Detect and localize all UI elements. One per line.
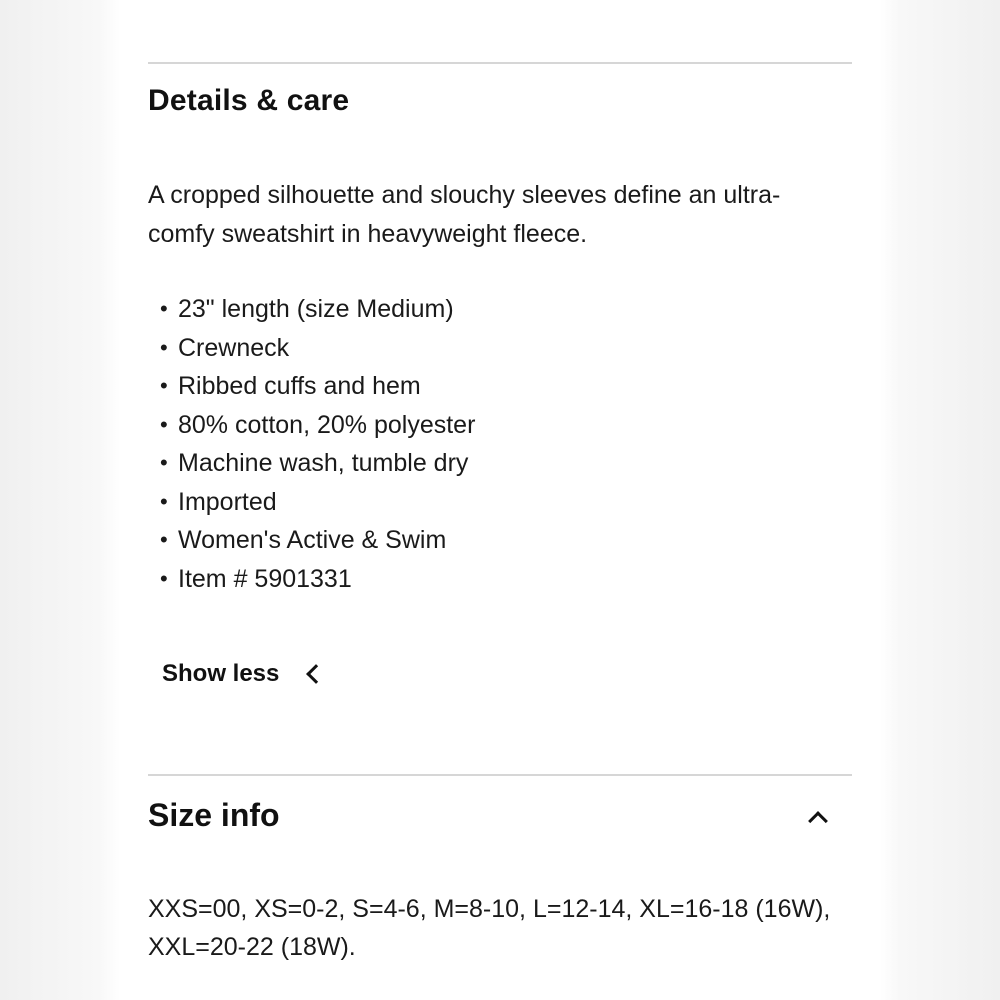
bullet-icon: • [160,565,168,591]
bullet-icon: • [160,488,168,514]
bullet-icon: • [160,527,168,552]
section-divider [148,774,852,776]
list-item [160,290,475,329]
show-less-button[interactable] [162,660,323,688]
bullet-icon: • [160,373,168,398]
size-info-collapse-button[interactable] [800,800,836,836]
list-item [160,521,475,560]
feature-text: 23" length (size Medium) [178,295,454,323]
feature-text: 80% cotton, 20% polyester [178,410,476,439]
list-item [160,483,475,522]
chevron-up-icon [808,811,828,831]
bullet-icon: • [160,450,168,475]
list-item [160,367,475,406]
feature-text: Imported [178,487,277,516]
bullet-icon: • [160,411,168,437]
bullet-icon: • [160,334,168,360]
section-divider [148,62,852,64]
details-care-heading: Details & care [148,84,350,117]
feature-text: Ribbed cuffs and hem [178,372,421,400]
feature-text: Women's Active & Swim [178,526,447,554]
feature-text: Crewneck [178,333,290,362]
feature-text: Machine wash, tumble dry [178,449,469,477]
size-info-heading: Size info [148,797,280,833]
size-chart-text: XXS=00, XS=0-2, S=4-6, M=8-10, L=12-14, XL=16-18 (16W), XXL=20-22 (18W). [148,895,831,961]
product-description: A cropped silhouette and slouchy sleeves define an ultra-comfy sweatshirt in heavyweight fleece. [148,181,781,248]
feature-text: Item # 5901331 [178,564,352,593]
list-item [160,560,475,599]
feature-list [160,290,475,598]
list-item [160,406,475,445]
list-item [160,329,475,368]
chevron-left-icon [306,664,326,684]
show-less-label: Show less [162,660,280,687]
bullet-icon: • [160,296,168,321]
list-item [160,444,475,483]
